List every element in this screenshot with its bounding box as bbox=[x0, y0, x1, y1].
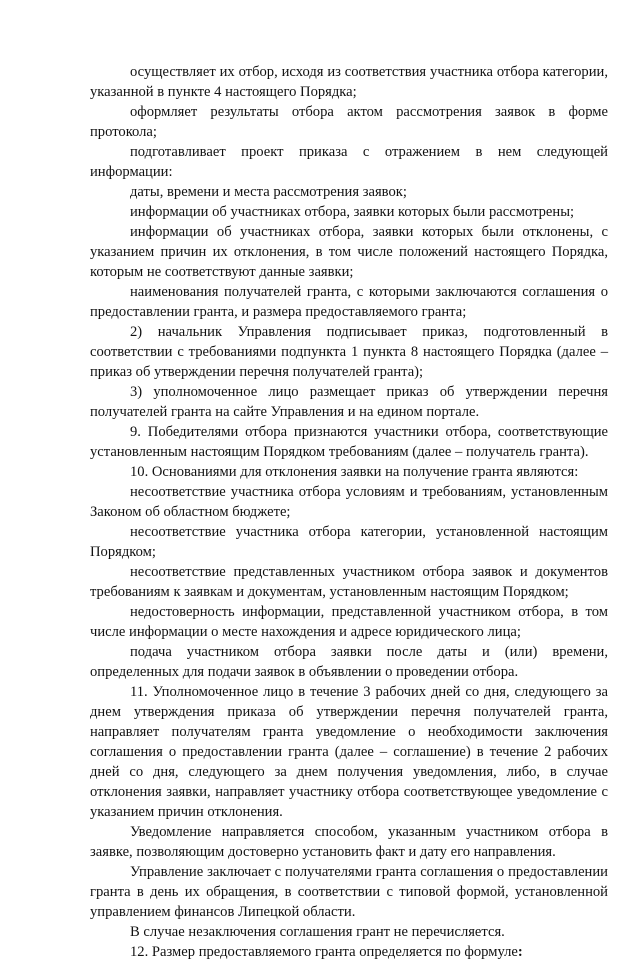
paragraph: несоответствие представленных участником отбора заявок и документов требованиям к заявкам и документам, установленным настоящим Порядком; bbox=[90, 564, 608, 600]
paragraph: Управление заключает с получателями гранта соглашения о предоставлении гранта в день их обращения, в соответствии с типовой формой, установленной управлением финансов Липецкой области. bbox=[90, 864, 608, 920]
formula-colon: : bbox=[517, 944, 523, 960]
paragraph: несоответствие участника отбора условиям и требованиям, установленным Законом об областном бюджете; bbox=[90, 484, 608, 520]
paragraph: Уведомление направляется способом, указанным участником отбора в заявке, позволяющим достоверно установить факт и дату его направления. bbox=[90, 824, 608, 860]
paragraph: несоответствие участника отбора категории, установленной настоящим Порядком; bbox=[90, 524, 608, 560]
paragraph: осуществляет их отбор, исходя из соответствия участника отбора категории, указанной в пункте 4 настоящего Порядка; bbox=[90, 64, 608, 100]
paragraph-formula-intro bbox=[90, 942, 608, 962]
paragraph: 10. Основаниями для отклонения заявки на получение гранта являются: bbox=[130, 464, 579, 480]
paragraph: даты, времени и места рассмотрения заявок; bbox=[130, 184, 407, 200]
paragraph: информации об участниках отбора, заявки которых были отклонены, с указанием причин их отклонения, в том числе положений настоящего Порядка, которым не соответствуют данные заявки; bbox=[90, 224, 608, 280]
paragraph: 11. Уполномоченное лицо в течение 3 рабочих дней со дня, следующего за днем утверждения приказа об утверждении перечня получателей гранта, направляет получателям гранта уведомление о необходимости заключения соглашения о предоставлении гранта (далее – соглашение) в течение 2 рабочих дней со дня, следующего за днем получения уведомления, либо, в случае отклонения заявки, направляет участнику отбора соответствующее уведомление с указанием причин отклонения. bbox=[90, 684, 608, 820]
paragraph: подготавливает проект приказа с отражением в нем следующей информации: bbox=[90, 144, 608, 180]
paragraph: недостоверность информации, представленной участником отбора, в том числе информации о месте нахождения и адресе юридического лица; bbox=[90, 604, 608, 640]
document-body bbox=[90, 62, 608, 962]
paragraph: подача участником отбора заявки после даты и (или) времени, определенных для подачи заявок в объявлении о проведении отбора. bbox=[90, 644, 608, 680]
paragraph: 2) начальник Управления подписывает приказ, подготовленный в соответствии с требованиями подпункта 1 пункта 8 настоящего Порядка (далее – приказ об утверждении перечня получателей гранта); bbox=[90, 324, 608, 380]
formula-intro-text: 12. Размер предоставляемого гранта определяется по формуле bbox=[130, 944, 518, 960]
paragraph: наименования получателей гранта, с которыми заключаются соглашения о предоставлении гранта, и размера предоставляемого гранта; bbox=[90, 284, 608, 320]
paragraph: информации об участниках отбора, заявки которых были рассмотрены; bbox=[130, 204, 575, 220]
paragraph: В случае незаключения соглашения грант не перечисляется. bbox=[130, 924, 505, 940]
paragraph: оформляет результаты отбора актом рассмотрения заявок в форме протокола; bbox=[90, 104, 608, 140]
paragraph: 9. Победителями отбора признаются участники отбора, соответствующие установленным настоящим Порядком требованиям (далее – получатель гранта). bbox=[90, 424, 608, 460]
paragraph: 3) уполномоченное лицо размещает приказ об утверждении перечня получателей гранта на сайте Управления и на едином портале. bbox=[90, 384, 608, 420]
